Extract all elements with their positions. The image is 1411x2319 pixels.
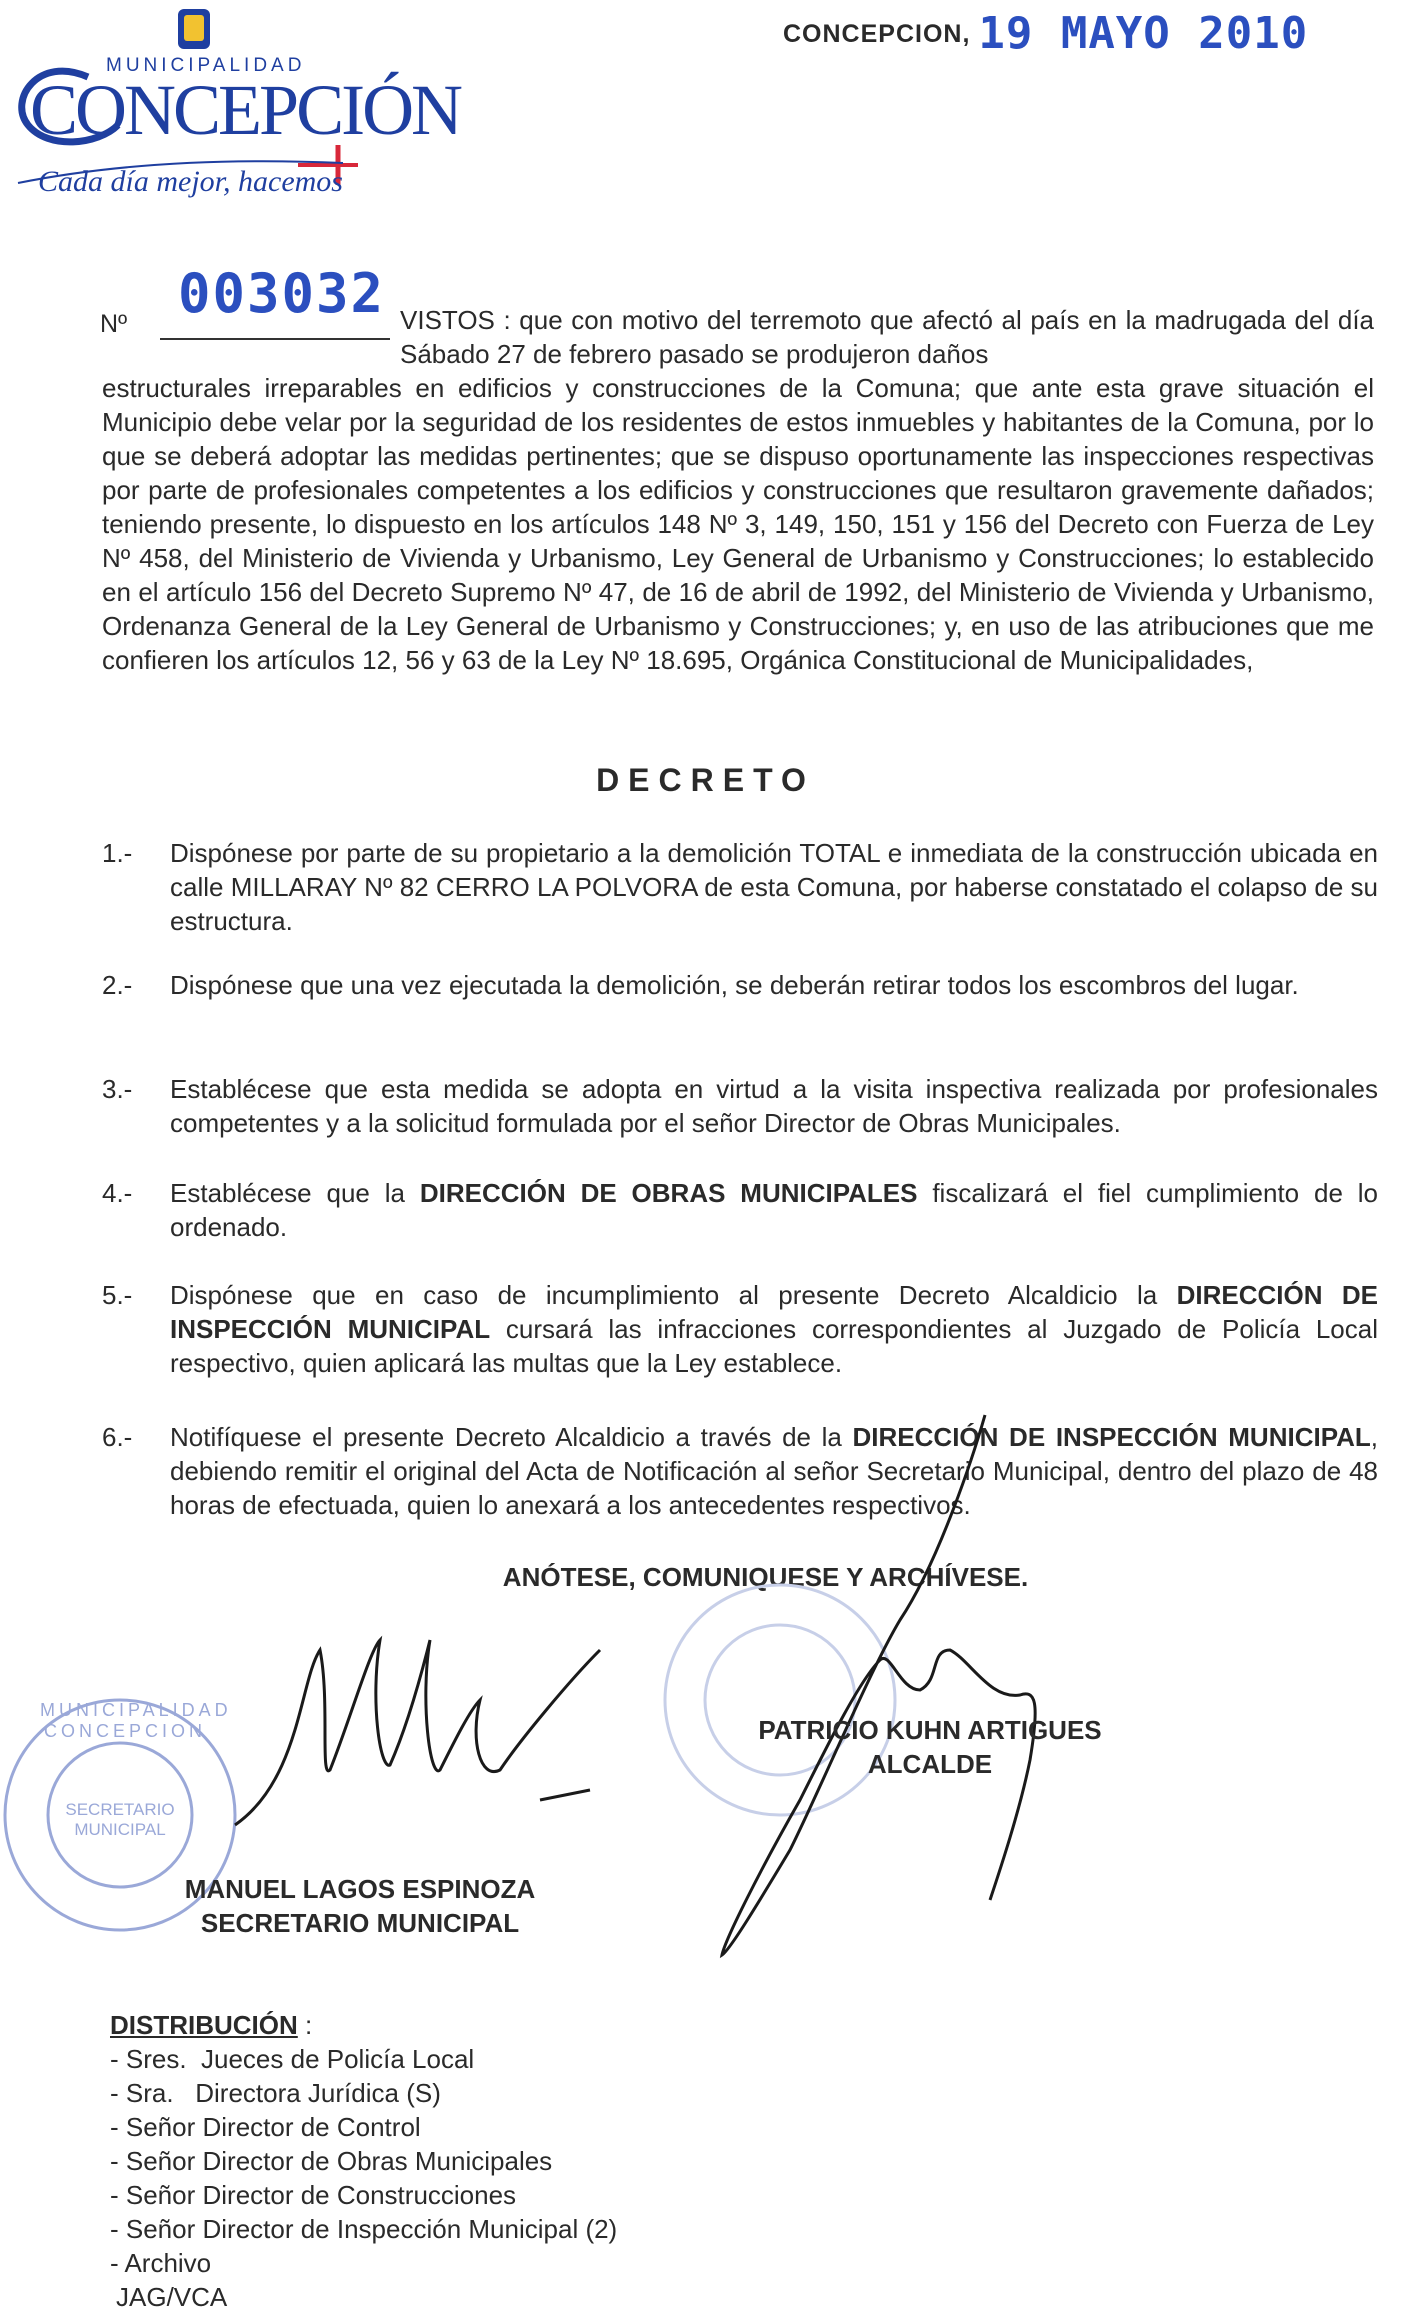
item-number: 2.- [102, 970, 133, 1000]
logo-name: CONCEPCIÓN [30, 70, 461, 150]
item-text-bold: DIRECCIÓN DE OBRAS MUNICIPALES [419, 1178, 918, 1208]
item-number: 5.- [102, 1280, 133, 1310]
distribution-list [110, 2008, 617, 2314]
mayor-name: PATRICIO KUHN ARTIGUES [758, 1715, 1102, 1745]
decree-number-stamp: 003032 [178, 262, 386, 325]
list-item: - Sra. Directora Jurídica (S) [110, 2078, 441, 2108]
item-number: 3.- [102, 1074, 133, 1104]
secretary-signature [235, 1640, 600, 1825]
item-text-bold: DIRECCIÓN DE INSPECCIÓN MUNICIPAL [852, 1422, 1371, 1452]
initials: JAG/VCA [116, 2282, 228, 2312]
number-label: Nº [100, 310, 128, 338]
mayor-title: ALCALDE [867, 1749, 993, 1779]
list-item: - Señor Director de Inspección Municipal (2) [110, 2214, 618, 2244]
list-item: - Señor Director de Control [110, 2112, 421, 2142]
secretary-title: SECRETARIO MUNICIPAL [200, 1908, 520, 1938]
item-number: 1.- [102, 838, 133, 868]
distribution-heading: DISTRIBUCIÓN : [110, 2010, 313, 2040]
logo-top-text: MUNICIPALIDAD [106, 55, 306, 76]
item-text-part: Dispónese por parte de su propietario a la demolición TOTAL e inmediata de la construcción ubicada en calle MILLARAY Nº 82 CERRO LA POLVORA de esta Comuna, por haberse constatado el colapso de su estructura. [170, 838, 1378, 936]
distribution-head: DISTRIBUCIÓN [110, 2010, 298, 2040]
item-text-part: Notifíquese el presente Decreto Alcaldicio a través de la [170, 1422, 853, 1452]
item-text-part: Establécese que esta medida se adopta en virtud a la visita inspectiva realizada por profesionales competentes y a la solicitud formulada por el señor Director de Obras Municipales. [170, 1074, 1378, 1138]
list-item: - Archivo [110, 2248, 212, 2278]
item-text-part: Dispónese que en caso de incumplimiento al presente Decreto Alcaldicio la [170, 1280, 1177, 1310]
closing-formula: ANÓTESE, COMUNIQUESE Y ARCHÍVESE. [502, 1562, 1029, 1592]
date-stamp: 19 MAYO 2010 [978, 8, 1309, 59]
decreto-title: DECRETO [596, 762, 815, 798]
mayor-signature [722, 1415, 1035, 1955]
item-text-part: fiscalizará el fiel cumplimiento de lo ordenado. [170, 1178, 1378, 1242]
item-number: 6.- [102, 1422, 133, 1452]
mayor-signature-block [720, 1713, 1140, 1781]
vistos-intro: VISTOS : que con motivo del terremoto que afectó al país en la madrugada del día Sábado 27 de febrero pasado se produjeron daños [400, 305, 1374, 369]
logo-tagline: Cada día mejor, hacemos [38, 165, 343, 198]
seal-center-text: SECRETARIO MUNICIPAL [65, 1800, 175, 1839]
secretary-signature-block [150, 1872, 570, 1940]
list-item: - Señor Director de Obras Municipales [110, 2146, 553, 2176]
vistos-body: estructurales irreparables en edificios y construcciones de la Comuna; que ante esta grave situación el Municipio debe velar por la seguridad de los residentes de estos inmuebles y habitantes de la Comuna, por lo que se deberá adoptar las medidas pertinentes; que se dispuso oportunamente las inspecciones respectivas por parte de profesionales competentes a los edificios y construcciones que resultaron gravemente dañados; teniendo presente, lo dispuesto en los artículos 148 Nº 3, 149, 150, 151 y 156 del Decreto con Fuerza de Ley Nº 458, del Ministerio de Vivienda y Urbanismo, Ley General de Urbanismo y Construcciones; lo establecido en el artículo 156 del Decreto Supremo Nº 47, de 16 de abril de 1992, del Ministerio de Vivienda y Urbanismo, Ordenanza General de la Ley General de Urbanismo y Construcciones; y, en uso de las atribuciones que me confieren los artículos 12, 56 y 63 de la Ley Nº 18.695, Orgánica Constitucional de Municipalidades, [102, 373, 1374, 675]
item-text-bold: DIRECCIÓN DE INSPECCIÓN MUNICIPAL [170, 1280, 1378, 1344]
item-text-part: Establécese que la [170, 1178, 420, 1208]
list-item: - Señor Director de Construcciones [110, 2180, 517, 2210]
secretary-name: MANUEL LAGOS ESPINOZA [184, 1874, 536, 1904]
list-item: - Sres. Jueces de Policía Local [110, 2044, 475, 2074]
seal-ring-text: MUNICIPALIDAD CONCEPCION [40, 1700, 232, 1741]
city-label: CONCEPCION, [783, 20, 971, 48]
item-text-part: Dispónese que una vez ejecutada la demolición, se deberán retirar todos los escombros del lugar. [170, 970, 1299, 1000]
item-number: 4.- [102, 1178, 133, 1208]
item-text-part: , debiendo remitir el original del Acta de Notificación al señor Secretario Municipal, dentro del plazo de 48 horas de efectuada, quien lo anexará a los antecedentes respectivos. [170, 1422, 1378, 1520]
item-text-part: cursará las infracciones correspondientes al Juzgado de Policía Local respectivo, quien aplicará las multas que la Ley establece. [170, 1314, 1379, 1378]
